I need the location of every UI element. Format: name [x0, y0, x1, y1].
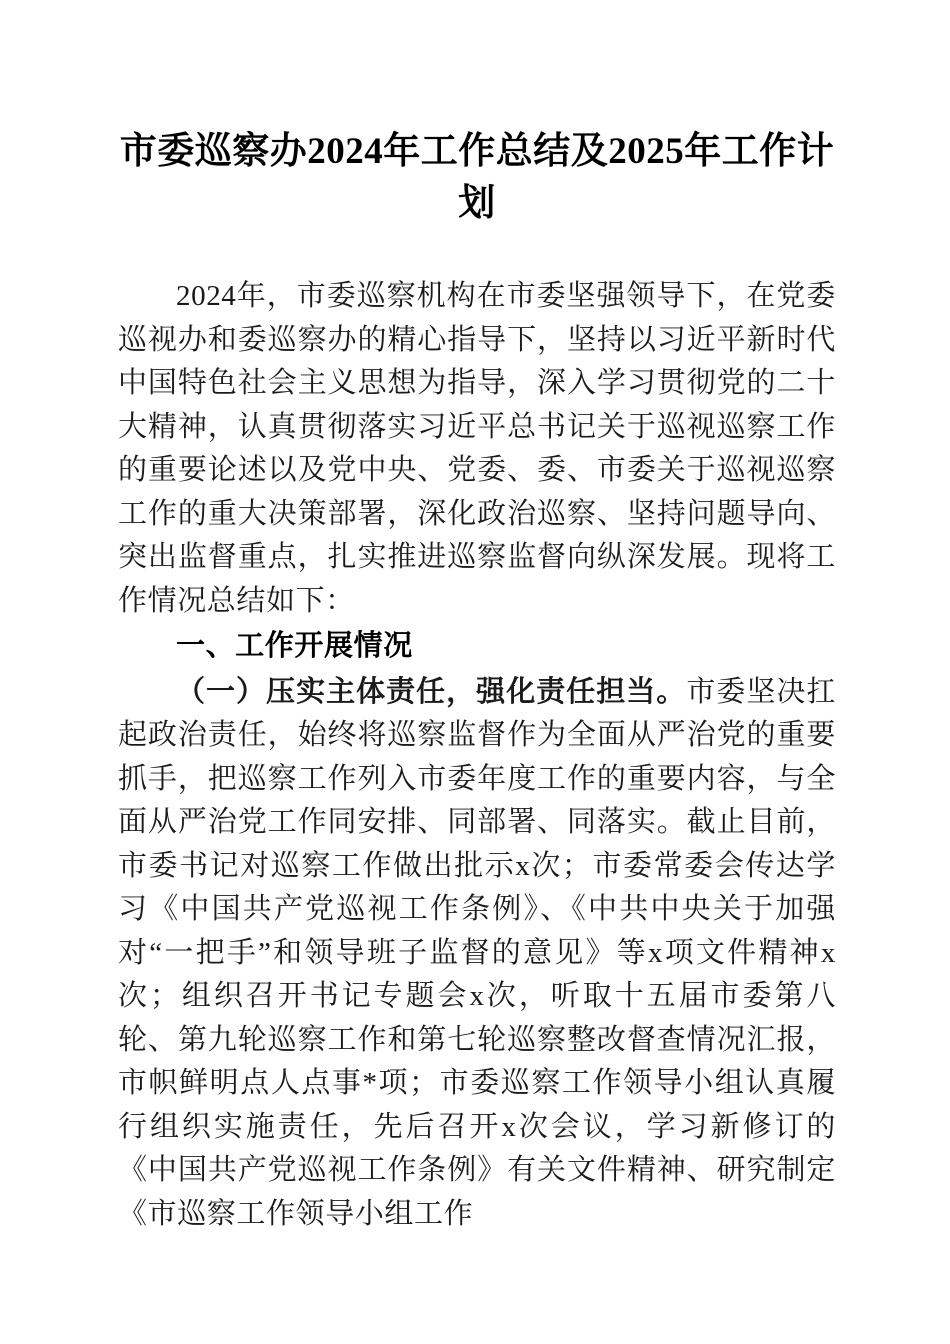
section-heading-1: 一、工作开展情况 — [176, 630, 413, 662]
section-1-body-text: 市委坚决扛起政治责任，始终将巡察监督作为全面从严治党的重要抓手，把巡察工作列入市委年度工作的重要内容，与全面从严治党工作同安排、同部署、同落实。截止目前，市委书记对巡察工作做出批示x次；市委常委会传达学习《中国共产党巡视工作条例》、《中共中央关于加强对“一把手”和领导班子监督的意见》等x项文件精神x次；组织召开书记专题会x次，听取十五届市委第八轮、第九轮巡察工作和第七轮巡察整改督查情况汇报，市帜鲜明点人点事*项；市委巡察工作领导小组认真履行组织实施责任，先后召开x次会议，学习新修订的《中国共产党巡视工作条例》有关文件精神、研究制定《市巡察工作领导小组工作 — [118, 675, 836, 1230]
section-1-lead-in: （一）压实主体责任，强化责任担当。 — [176, 675, 687, 708]
document-body — [118, 0, 836, 1236]
paragraph-intro: 2024年，市委巡察机构在市委坚强领导下，在党委巡视办和委巡察办的精心指导下，坚持以习近平新时代中国特色社会主义思想为指导，深入学习贯彻党的二十大精神，认真贯彻落实习近平总书记关于巡视巡察工作的重要论述以及党中央、党委、委、市委关于巡视巡察工作的重大决策部署，深化政治巡察、坚持问题导向、突出监督重点，扎实推进巡察监督向纵深发展。现将工作情况总结如下： — [118, 280, 836, 617]
page-title: 市委巡察办2024年工作总结及2025年工作计划 — [119, 131, 835, 224]
paragraph-section-1 — [118, 669, 836, 1237]
